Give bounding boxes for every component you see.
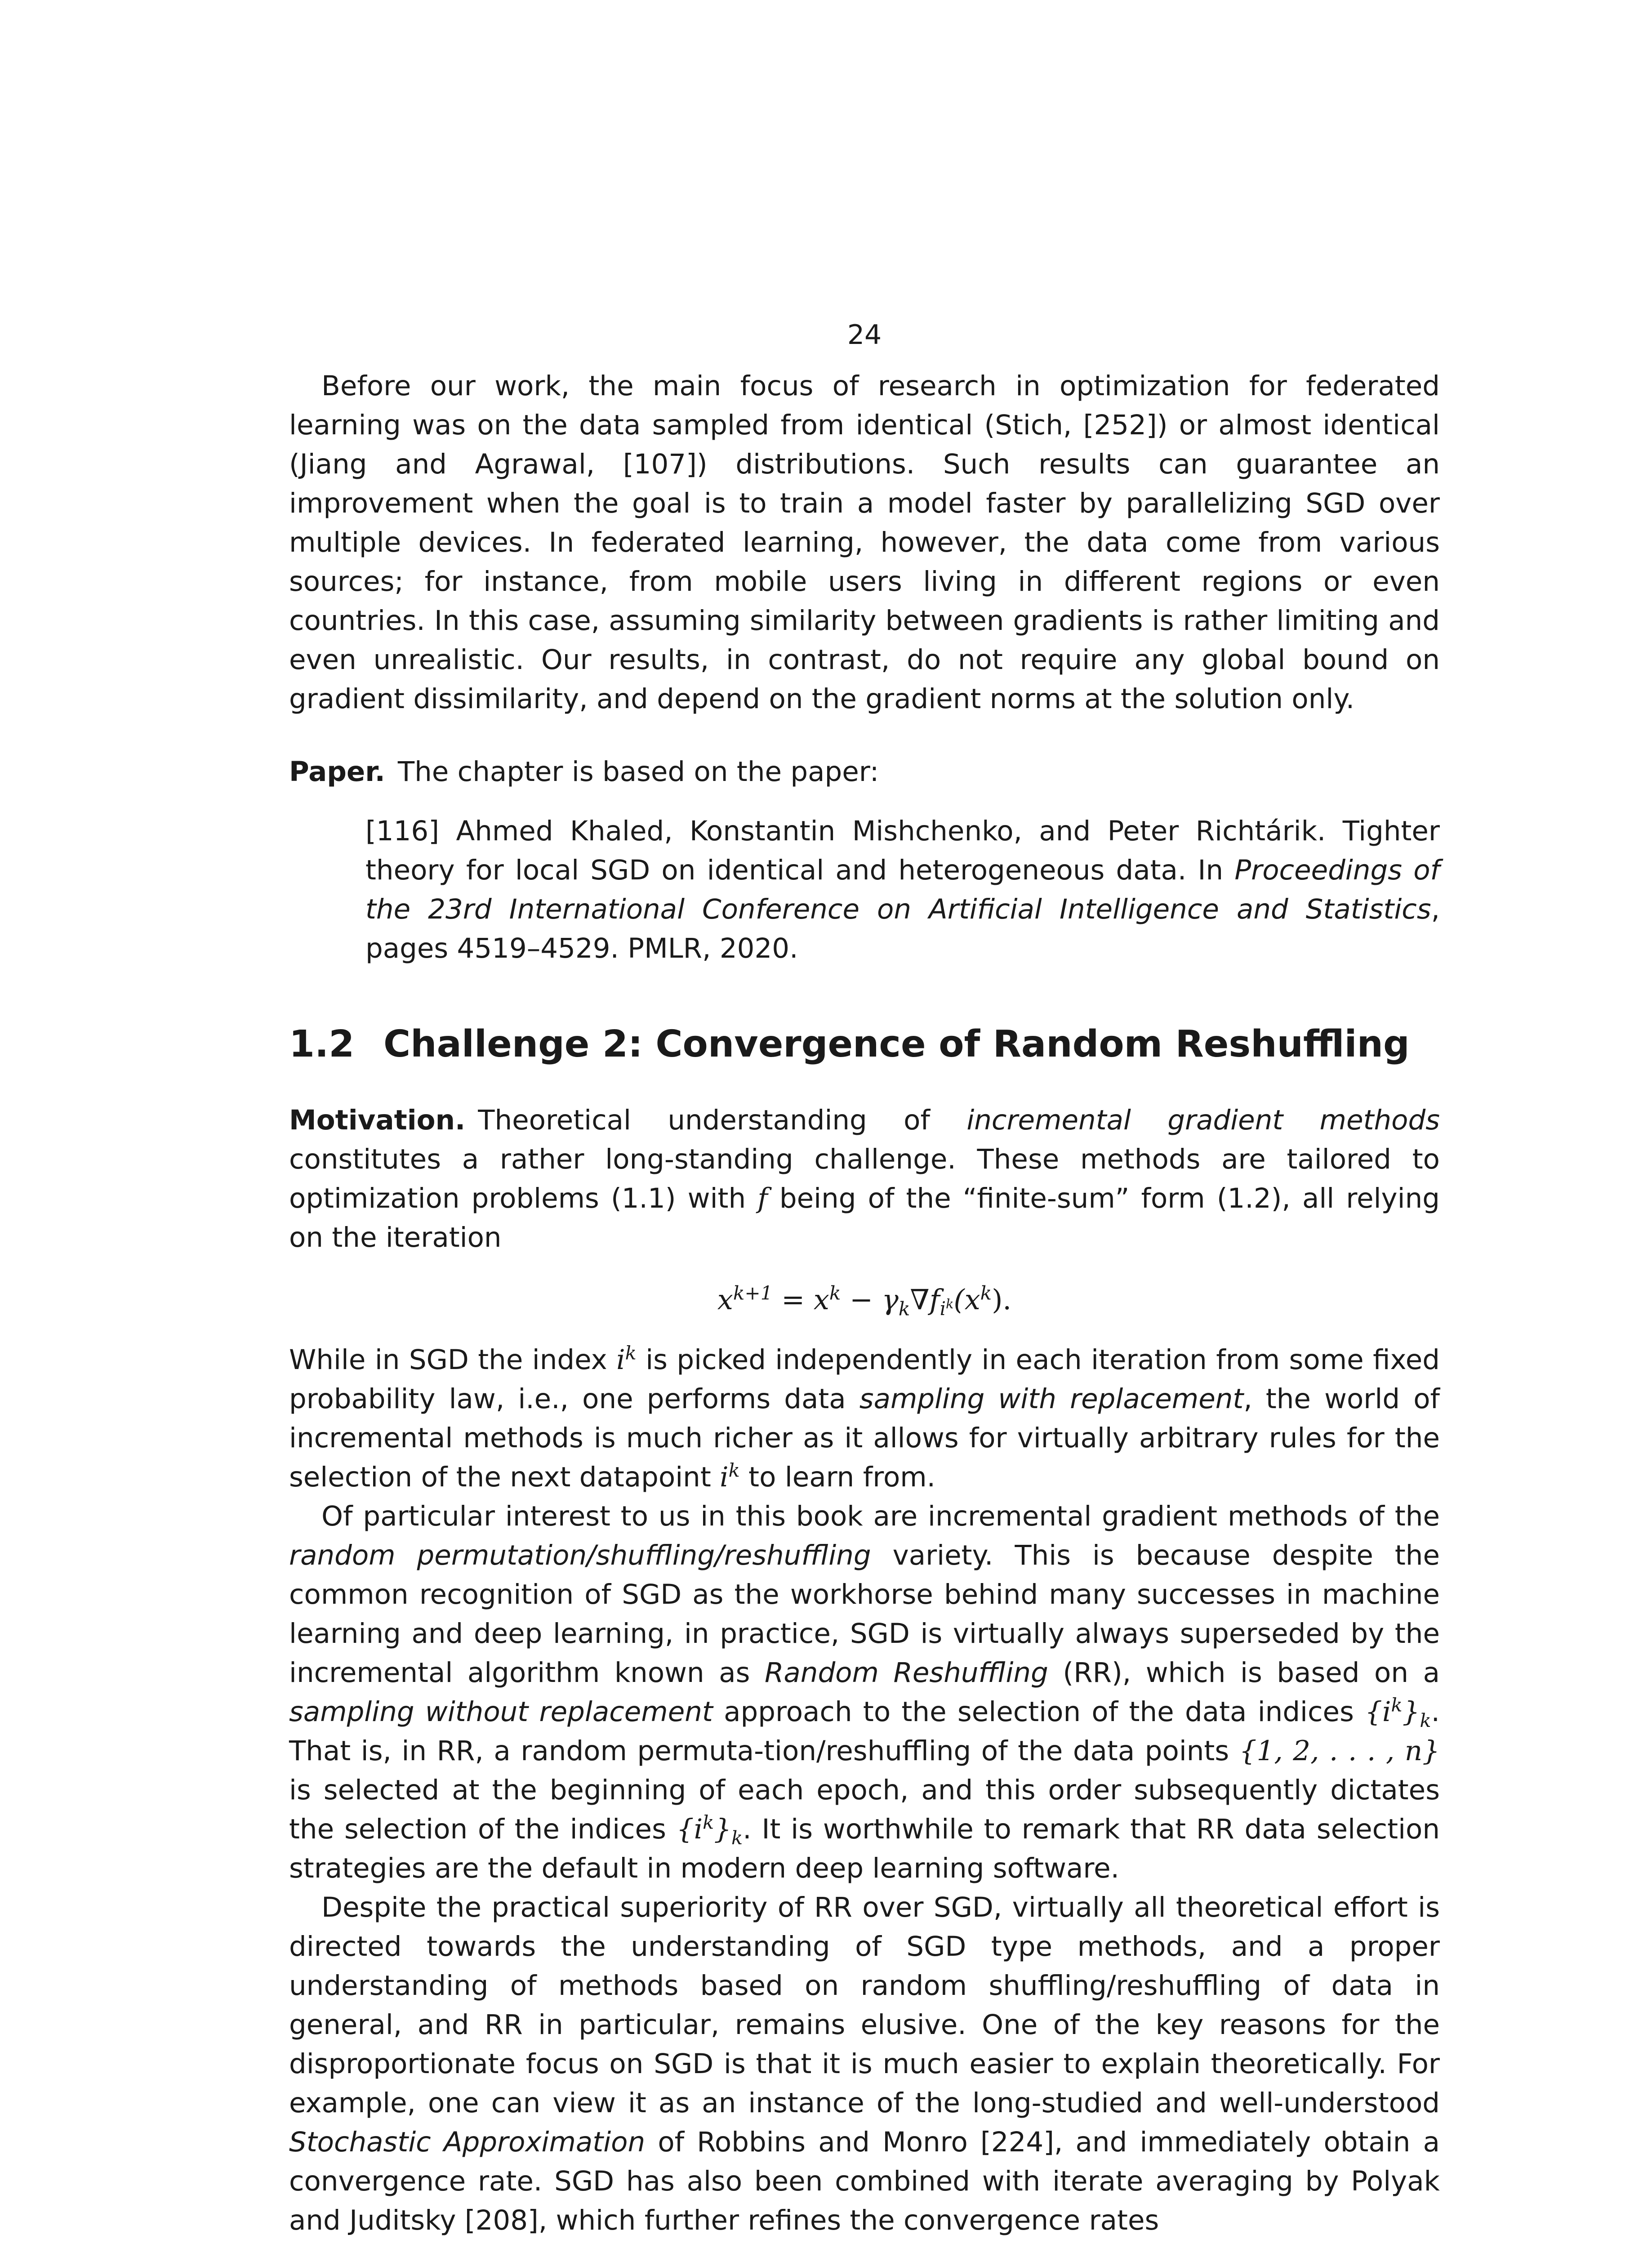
body-text: variety. This is because despite the common recognition of SGD as the workhorse behind many successes in machine learning and deep learning, in practice, SGD is virtually always superseded by the incremental algorithm known as — [289, 1539, 1440, 1689]
reference-entry — [365, 812, 1440, 968]
math-symbol: } — [1402, 1696, 1420, 1728]
equation-subscript: i — [940, 1298, 946, 1320]
intro-paragraph: Before our work, the main focus of research in optimization for federated learning was on the data sampled from identical (Stich, [252]) or almost identical (Jiang and Agrawal, [107]) distributions. Such results can guarantee an improvement when the goal is to train a model faster by parallelizing SGD over multiple devices. In federated learning, however, the data come from various sources; for instance, from mobile users living in different regions or even countries. In this case, assuming similarity between gradients is rather limiting and even unrealistic. Our results, in contrast, do not require any global bound on gradient dissimilarity, and depend on the gradient norms at the solution only. — [289, 370, 1440, 715]
reference-venue: Proceedings of the 23rd International Conference on Artificial Intelligence and Statistics — [365, 854, 1440, 925]
iteration-equation — [289, 1277, 1440, 1322]
equation-symbol: (x — [953, 1283, 980, 1316]
body-text: of Robbins and Monro [224], and immediately obtain a convergence rate. SGD has also been combined with iterate averaging by Polyak and Juditsky [208], which further refines the convergence rates — [289, 2126, 1440, 2236]
body-emphasis: sampling without replacement — [289, 1696, 713, 1728]
equation-symbol: f — [929, 1283, 940, 1316]
paper-label: Paper. — [289, 756, 385, 788]
body-text: is picked independently in each iteration from some fixed probability law, i.e., one performs data — [289, 1344, 1440, 1415]
math-symbol: i — [720, 1461, 729, 1493]
body-text: (RR), which is based on a — [1048, 1657, 1440, 1689]
body-emphasis: random permutation/shuffling/reshuffling — [289, 1539, 871, 1571]
equation-symbol: x — [717, 1283, 733, 1316]
body-emphasis: sampling with replacement — [859, 1383, 1244, 1415]
equation-superscript: k — [946, 1296, 954, 1312]
motivation-paragraph — [289, 1101, 1440, 1257]
body-text: Of particular interest to us in this book are incremental gradient methods of the — [321, 1500, 1440, 1532]
motivation-text: constitutes a rather long-standing challenge. These methods are tailored to optimization problems (1.1) with — [289, 1143, 1440, 1214]
equation-superscript: k — [829, 1282, 841, 1304]
body-text: . It is worthwhile to remark that RR data selection strategies are the default in modern deep learning software. — [289, 1813, 1440, 1884]
motivation-text: Theoretical understanding of — [478, 1104, 967, 1136]
page — [289, 315, 1440, 2240]
equation-subscript: k — [898, 1298, 910, 1320]
section-heading — [289, 1020, 1440, 1069]
equation-symbol: γ — [882, 1283, 899, 1316]
body-text: , the world of incremental methods is much richer as it allows for virtually arbitrary rules for the selection of the next datapoint — [289, 1383, 1440, 1493]
equation-operator: ∇ — [910, 1283, 930, 1316]
body-text: Despite the practical superiority of RR over SGD, virtually all theoretical effort is directed towards the understanding of SGD type methods, and a proper understanding of methods based on random shuffling/reshuffling of data in general, and RR in particular, remains elusive. One of the key reasons for the disproportionate focus on SGD is that it is much easier to explain theoretically. For example, one can view it as an instance of the long-studied and well-understood — [289, 1891, 1440, 2119]
math-symbol: } — [714, 1813, 732, 1845]
equation-superscript: k+1 — [733, 1282, 773, 1304]
math-symbol: f — [757, 1182, 768, 1214]
math-symbol: {i — [676, 1813, 703, 1845]
reference-prefix: [116] Ahmed Khaled, Konstantin Mishchenko, and Peter Richtárik. Tighter theory for local SGD on identical and heterogeneous data. In — [365, 815, 1440, 886]
math-superscript: k — [1391, 1694, 1403, 1716]
reference-suffix: , pages 4519–4529. PMLR, 2020. — [365, 893, 1440, 964]
math-superscript: k — [625, 1342, 637, 1364]
section-title: Challenge 2: Convergence of Random Reshuffling — [383, 1023, 1410, 1066]
body-text: While in SGD the index — [289, 1344, 617, 1376]
paper-paragraph — [289, 752, 1440, 791]
math-symbol: i — [616, 1344, 625, 1376]
section-number: 1.2 — [289, 1023, 355, 1066]
equation-operator: ). — [992, 1283, 1012, 1316]
math-superscript: k — [703, 1811, 714, 1833]
math-symbol: {1, 2, . . . , n} — [1239, 1735, 1440, 1767]
body-paragraph — [289, 1497, 1440, 1888]
math-subscript: k — [1420, 1709, 1431, 1732]
math-subscript: k — [731, 1827, 743, 1849]
paper-text: The chapter is based on the paper: — [397, 756, 879, 788]
math-symbol: {i — [1365, 1696, 1391, 1728]
body-emphasis: Random Reshuffling — [765, 1657, 1048, 1689]
body-text: approach to the selection of the data indices — [712, 1696, 1365, 1728]
equation-superscript: k — [980, 1282, 992, 1304]
equation-symbol: x — [813, 1283, 829, 1316]
motivation-text: being of the “finite-sum” form (1.2), all relying on the iteration — [289, 1182, 1440, 1253]
body-emphasis: Stochastic Approximation — [289, 2126, 646, 2158]
body-text: is selected at the beginning of each epoch, and this order subsequently dictates the selection of the indices — [289, 1774, 1440, 1845]
body-paragraph — [289, 1340, 1440, 1497]
page-number: 24 — [847, 319, 882, 351]
body-paragraph — [289, 1888, 1440, 2240]
body-text: to learn from. — [739, 1461, 936, 1493]
equation-operator: = — [772, 1283, 814, 1316]
math-superscript: k — [728, 1459, 740, 1481]
body-text: . That is, in RR, a random permuta-tion/reshuffling of the data points — [289, 1696, 1440, 1767]
equation-operator: − — [841, 1283, 882, 1316]
motivation-emphasis: incremental gradient methods — [966, 1104, 1440, 1136]
motivation-label: Motivation. — [289, 1104, 466, 1136]
